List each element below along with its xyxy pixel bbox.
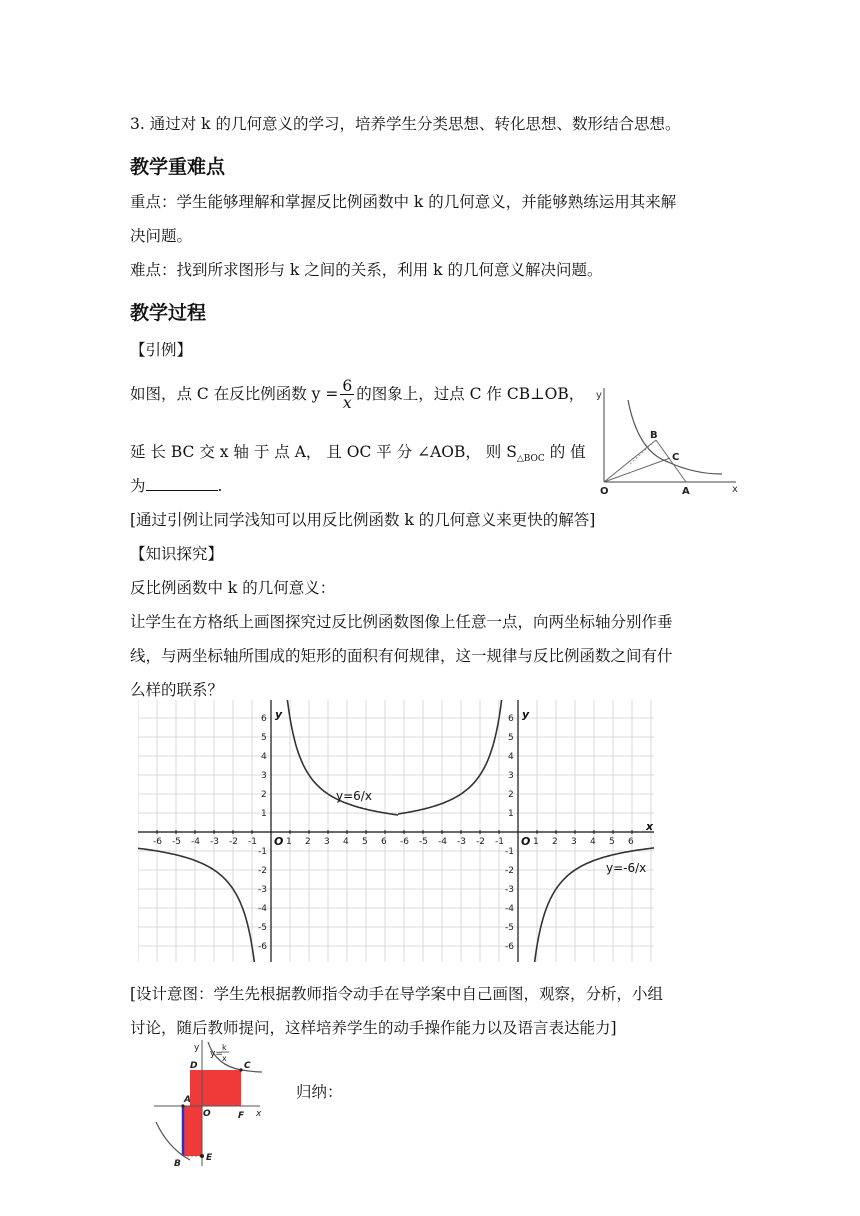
hyperbola-branch: [398, 700, 502, 814]
example-line2-post: 的 值: [549, 443, 586, 461]
example-line2-pre: 延 长 BC 交 x 轴 于 点 A， 且 OC 平 分 ∠AOB， 则 S: [130, 443, 517, 461]
y-tick-label: -1: [505, 847, 514, 857]
k-fig-y: y: [194, 1043, 200, 1053]
fig-small-O: O: [600, 486, 609, 496]
y-tick-label: 2: [261, 790, 267, 800]
tag-example: 【引例】: [130, 341, 193, 359]
k-fig-k: k: [222, 1043, 227, 1052]
goal-3: 3. 通过对 k 的几何意义的学习，培养学生分类思想、转化思想、数形结合思想。: [130, 115, 681, 133]
function-label: y=-6/x: [606, 861, 647, 875]
k-fig-F: F: [238, 1111, 245, 1121]
example-line-1: [130, 378, 584, 412]
explore-line-1: 让学生在方格纸上画图探究过反比例函数图像上任意一点，向两坐标轴分别作垂: [130, 613, 673, 631]
y-tick-label: -4: [505, 904, 514, 914]
x-axis-label: x: [646, 820, 654, 833]
k-meaning: 反比例函数中 k 的几何意义：: [130, 579, 336, 597]
origin-label: O: [274, 835, 284, 848]
fraction-num: 6: [342, 377, 353, 395]
k-fig-x: x: [256, 1109, 262, 1119]
y-tick-label: -3: [505, 885, 514, 895]
fraction: [340, 378, 354, 412]
x-tick-label: -1: [495, 837, 504, 847]
y-tick-label: -4: [258, 904, 267, 914]
explore-line-3: 么样的联系？: [130, 681, 224, 699]
k-geometry-figure: [150, 1036, 268, 1170]
y-tick-label: 6: [508, 714, 514, 724]
x-tick-label: 6: [628, 837, 634, 847]
y-tick-label: -5: [258, 923, 267, 933]
example-line3-pre: 为: [130, 477, 146, 495]
example-line-3: [130, 474, 222, 496]
origin-label: O: [521, 835, 531, 848]
x-tick-label: -5: [172, 837, 181, 847]
y-tick-label: 5: [261, 733, 267, 743]
k-fig-C: C: [244, 1061, 251, 1071]
k-fig-D: D: [190, 1061, 198, 1071]
x-tick-label: -3: [457, 837, 466, 847]
k-fig-A: A: [184, 1095, 191, 1105]
x-tick-label: -5: [419, 837, 428, 847]
example-line-2: [130, 440, 586, 464]
x-tick-label: -6: [400, 837, 409, 847]
y-tick-label: -3: [258, 885, 267, 895]
fig-small-y: y: [596, 390, 602, 401]
k-fig-eq: y=: [210, 1049, 223, 1059]
k-fig-O: O: [203, 1109, 211, 1119]
summary-label: 归纳：: [296, 1083, 343, 1101]
y-axis-label: y: [522, 708, 530, 721]
x-tick-label: -4: [191, 837, 200, 847]
graph-y-neg6-over-x: [398, 700, 654, 962]
example-figure: [590, 382, 746, 496]
k-fig-xden: x: [222, 1054, 227, 1063]
fig-small-A: A: [682, 486, 690, 496]
explore-line-2: 线，与两坐标轴所围成的矩形的面积有何规律，这一规律与反比例函数之间有什: [130, 647, 673, 665]
x-tick-label: -2: [229, 837, 238, 847]
fraction-den: x: [342, 394, 352, 413]
y-tick-label: -5: [505, 923, 514, 933]
graph-y-6-over-x: [138, 700, 398, 962]
y-tick-label: 4: [508, 752, 514, 762]
example-line2-sub: △BOC: [516, 454, 545, 465]
fig-small-C: C: [672, 452, 680, 463]
x-tick-label: -1: [248, 837, 257, 847]
x-tick-label: 1: [286, 837, 292, 847]
k-fig-E: E: [206, 1153, 213, 1163]
x-tick-label: -3: [210, 837, 219, 847]
y-tick-label: 2: [508, 790, 514, 800]
y-axis-label: y: [275, 708, 283, 721]
y-tick-label: 5: [508, 733, 514, 743]
note-example: [通过引例让同学浅知可以用反比例函数 k 的几何意义来更快的解答]: [130, 511, 596, 529]
y-tick-label: -6: [258, 942, 267, 952]
difficult-point: 难点：找到所求图形与 k 之间的关系，利用 k 的几何意义解决问题。: [130, 261, 603, 279]
example-post: 的图象上，过点 C 作 CB⊥OB，: [356, 384, 585, 403]
x-tick-label: 4: [343, 837, 349, 847]
x-tick-label: 6: [381, 837, 387, 847]
heading-difficulty: 教学重难点: [130, 156, 226, 178]
fig-small-x: x: [732, 484, 738, 495]
y-tick-label: -1: [258, 847, 267, 857]
x-tick-label: 4: [590, 837, 596, 847]
y-tick-label: 3: [508, 771, 514, 781]
function-label: y=6/x: [336, 789, 372, 803]
x-tick-label: -6: [153, 837, 162, 847]
key-point-line-2: 决问题。: [130, 227, 193, 245]
x-tick-label: 3: [324, 837, 330, 847]
example-pre: 如图，点 C 在反比例函数 y =: [130, 384, 339, 403]
y-tick-label: -2: [258, 866, 267, 876]
rect-aobe: [183, 1106, 202, 1156]
x-tick-label: -2: [476, 837, 485, 847]
fig-small-B: B: [650, 430, 658, 441]
x-tick-label: 2: [305, 837, 311, 847]
x-tick-label: -4: [438, 837, 447, 847]
y-tick-label: -2: [505, 866, 514, 876]
x-tick-label: 1: [533, 837, 539, 847]
y-tick-label: 4: [261, 752, 267, 762]
design-line-2: 讨论，随后教师提问，这样培养学生的动手操作能力以及语言表达能力]: [130, 1019, 617, 1037]
example-line3-post: .: [217, 477, 223, 495]
k-fig-B: B: [174, 1159, 181, 1169]
y-tick-label: 1: [508, 809, 514, 819]
rect-dcfo: [190, 1070, 241, 1106]
x-tick-label: 5: [362, 837, 368, 847]
heading-process: 教学过程: [130, 302, 207, 324]
hyperbola-branch: [138, 848, 255, 962]
y-tick-label: 6: [261, 714, 267, 724]
x-tick-label: 5: [609, 837, 615, 847]
y-tick-label: -6: [505, 942, 514, 952]
key-point-line-1: 重点：学生能够理解和掌握反比例函数中 k 的几何意义，并能够熟练运用其来解: [130, 193, 677, 211]
y-tick-label: 1: [261, 809, 267, 819]
tag-explore: 【知识探究】: [130, 545, 224, 563]
design-line-1: [设计意图：学生先根据教师指令动手在导学案中自己画图，观察，分析，小组: [130, 985, 664, 1003]
x-tick-label: 2: [552, 837, 558, 847]
answer-blank: [146, 476, 218, 491]
x-tick-label: 3: [571, 837, 577, 847]
y-tick-label: 3: [261, 771, 267, 781]
